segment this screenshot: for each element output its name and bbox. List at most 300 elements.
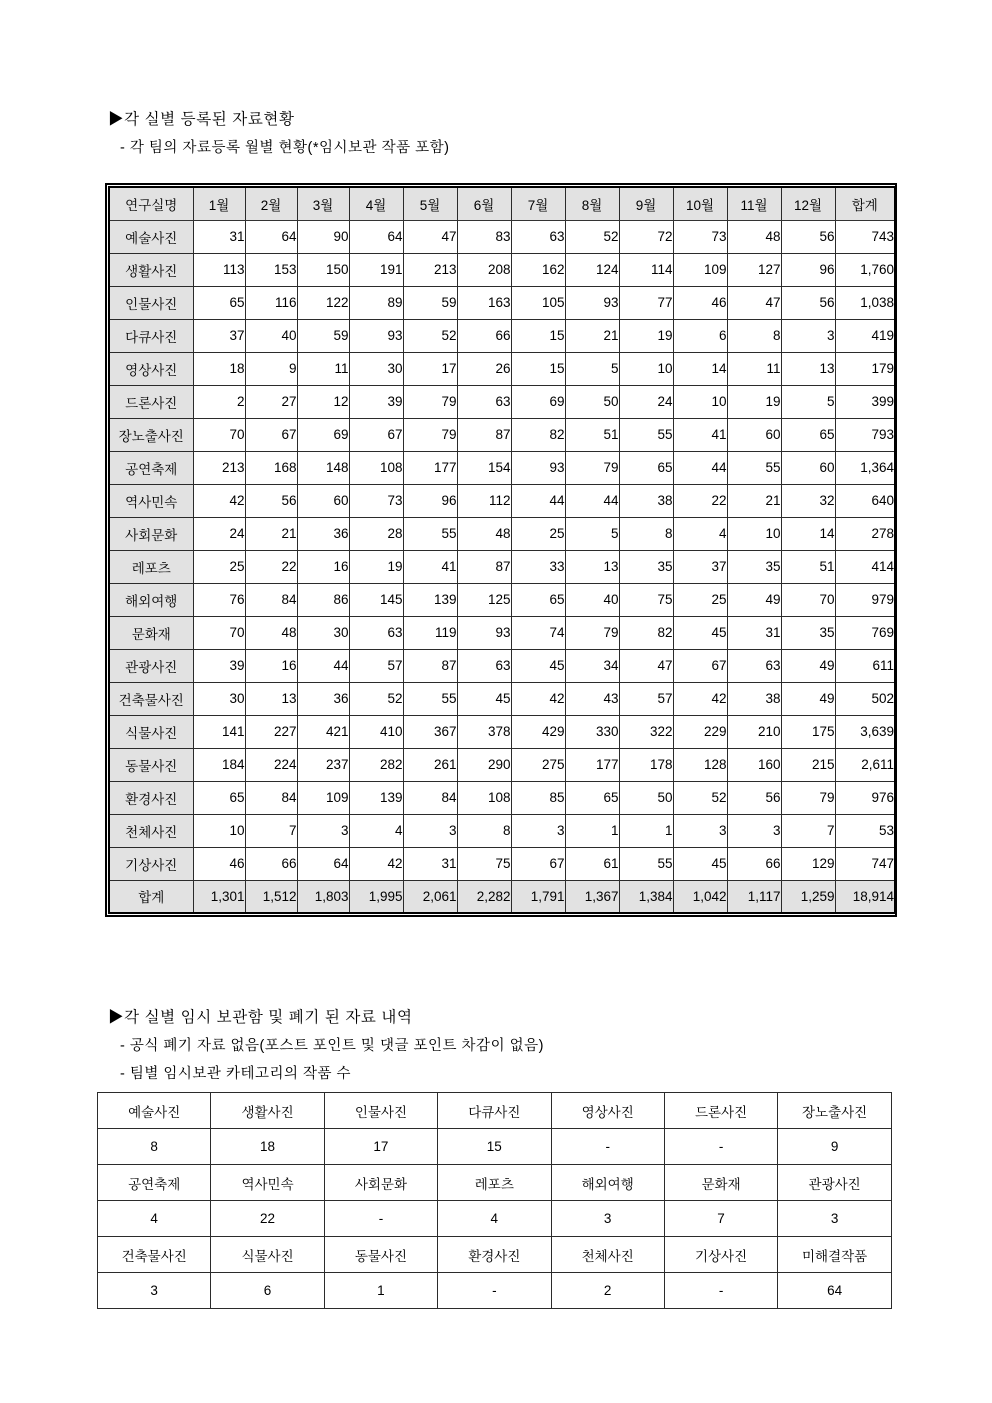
cell: 34 (565, 649, 619, 682)
table-header (109, 187, 895, 220)
cell: 93 (349, 319, 403, 352)
cell: 56 (781, 220, 835, 253)
cell: 64 (349, 220, 403, 253)
cell: 116 (245, 286, 297, 319)
col-header-8: 8월 (565, 187, 619, 220)
cell: 429 (511, 715, 565, 748)
cell: 55 (619, 847, 673, 880)
cell: 3 (781, 319, 835, 352)
table-row (109, 616, 895, 649)
cell: 63 (457, 649, 511, 682)
cell: 18 (193, 352, 245, 385)
cell: 84 (245, 583, 297, 616)
cell: 275 (511, 748, 565, 781)
cell: 11 (727, 352, 781, 385)
cell: 24 (619, 385, 673, 418)
cell: 28 (349, 517, 403, 550)
cell: 3 (297, 814, 349, 847)
cell: 5 (781, 385, 835, 418)
temp-team-value: 17 (324, 1129, 437, 1165)
cell: 79 (403, 418, 457, 451)
temp-team-name: 레포츠 (438, 1165, 551, 1201)
cell: 79 (781, 781, 835, 814)
cell: 70 (781, 583, 835, 616)
col-header-13: 합계 (835, 187, 895, 220)
section2-subline1-wrap (0, 1035, 544, 1058)
col-header-3: 3월 (297, 187, 349, 220)
table-row (109, 352, 895, 385)
col-header-11: 11월 (727, 187, 781, 220)
cell-total: 979 (835, 583, 895, 616)
cell: 35 (727, 550, 781, 583)
temp-value-row (98, 1129, 892, 1165)
cell: 85 (511, 781, 565, 814)
cell: 11 (297, 352, 349, 385)
cell: 191 (349, 253, 403, 286)
cell: 19 (727, 385, 781, 418)
cell: 139 (403, 583, 457, 616)
cell: 75 (619, 583, 673, 616)
temp-name-row (98, 1165, 892, 1201)
temp-unresolved-value: 64 (778, 1273, 892, 1309)
cell: 96 (781, 253, 835, 286)
cell: 66 (727, 847, 781, 880)
temp-team-value: 3 (551, 1201, 664, 1237)
cell: 19 (619, 319, 673, 352)
cell: 93 (511, 451, 565, 484)
cell: 79 (403, 385, 457, 418)
cell: 14 (781, 517, 835, 550)
row-label: 장노출사진 (109, 418, 193, 451)
cell: 82 (619, 616, 673, 649)
cell: 60 (727, 418, 781, 451)
cell: 162 (511, 253, 565, 286)
cell: 22 (673, 484, 727, 517)
temp-team-name: 역사민속 (211, 1165, 324, 1201)
cell: 65 (193, 781, 245, 814)
cell: 108 (457, 781, 511, 814)
cell: 51 (781, 550, 835, 583)
temp-team-name: 식물사진 (211, 1237, 324, 1273)
cell: 56 (781, 286, 835, 319)
col-header-9: 9월 (619, 187, 673, 220)
cell: 67 (245, 418, 297, 451)
cell: 213 (193, 451, 245, 484)
cell: 74 (511, 616, 565, 649)
cell: 87 (403, 649, 457, 682)
temp-team-name: 기상사진 (664, 1237, 777, 1273)
section2-heading: ▶각 실별 임시 보관함 및 폐기 된 자료 내역 (108, 1009, 413, 1026)
col-header-2: 2월 (245, 187, 297, 220)
monthly-registration-table-wrap (108, 186, 894, 914)
cell: 52 (349, 682, 403, 715)
cell: 229 (673, 715, 727, 748)
cell-total: 1,760 (835, 253, 895, 286)
cell: 125 (457, 583, 511, 616)
total-cell: 1,803 (297, 880, 349, 913)
temp-name-row (98, 1237, 892, 1273)
table-body (109, 220, 895, 913)
cell: 79 (565, 616, 619, 649)
cell: 213 (403, 253, 457, 286)
cell: 261 (403, 748, 457, 781)
temp-storage-table (97, 1092, 892, 1309)
cell: 55 (619, 418, 673, 451)
cell: 44 (297, 649, 349, 682)
cell: 30 (297, 616, 349, 649)
temp-team-name: 예술사진 (98, 1093, 211, 1129)
table-row (109, 253, 895, 286)
temp-team-value: - (438, 1273, 551, 1309)
cell: 7 (781, 814, 835, 847)
cell: 57 (349, 649, 403, 682)
cell: 40 (245, 319, 297, 352)
cell: 13 (565, 550, 619, 583)
cell: 154 (457, 451, 511, 484)
cell: 124 (565, 253, 619, 286)
temp-team-value: 4 (438, 1201, 551, 1237)
cell: 10 (727, 517, 781, 550)
row-label: 식물사진 (109, 715, 193, 748)
temp-team-name: 환경사진 (438, 1237, 551, 1273)
temp-team-value: 6 (211, 1273, 324, 1309)
cell: 108 (349, 451, 403, 484)
cell: 38 (619, 484, 673, 517)
total-cell: 1,042 (673, 880, 727, 913)
temp-team-name: 관광사진 (778, 1165, 892, 1201)
table-row (109, 583, 895, 616)
cell: 177 (565, 748, 619, 781)
cell: 17 (403, 352, 457, 385)
table-row (109, 814, 895, 847)
cell: 67 (511, 847, 565, 880)
cell: 27 (245, 385, 297, 418)
cell: 37 (673, 550, 727, 583)
cell: 67 (349, 418, 403, 451)
cell: 63 (727, 649, 781, 682)
total-cell: 1,791 (511, 880, 565, 913)
cell: 224 (245, 748, 297, 781)
cell: 76 (193, 583, 245, 616)
cell: 30 (349, 352, 403, 385)
cell: 177 (403, 451, 457, 484)
cell: 56 (245, 484, 297, 517)
cell: 77 (619, 286, 673, 319)
temp-team-name: 해외여행 (551, 1165, 664, 1201)
col-header-4: 4월 (349, 187, 403, 220)
cell: 3 (511, 814, 565, 847)
cell: 5 (565, 352, 619, 385)
cell: 31 (403, 847, 457, 880)
cell: 65 (781, 418, 835, 451)
cell: 112 (457, 484, 511, 517)
cell: 16 (245, 649, 297, 682)
table-row (109, 649, 895, 682)
row-label: 인물사진 (109, 286, 193, 319)
section1-heading: ▶각 실별 등록된 자료현황 (108, 111, 295, 128)
cell: 210 (727, 715, 781, 748)
cell: 65 (565, 781, 619, 814)
cell: 93 (457, 616, 511, 649)
temp-team-name: 인물사진 (324, 1093, 437, 1129)
cell: 237 (297, 748, 349, 781)
cell: 33 (511, 550, 565, 583)
cell: 93 (565, 286, 619, 319)
cell: 322 (619, 715, 673, 748)
cell-total: 3,639 (835, 715, 895, 748)
cell: 113 (193, 253, 245, 286)
cell: 10 (619, 352, 673, 385)
cell: 46 (673, 286, 727, 319)
cell: 10 (673, 385, 727, 418)
cell-total: 53 (835, 814, 895, 847)
cell: 163 (457, 286, 511, 319)
cell: 73 (673, 220, 727, 253)
cell: 129 (781, 847, 835, 880)
cell: 3 (403, 814, 457, 847)
cell: 31 (727, 616, 781, 649)
temp-team-value: - (664, 1129, 777, 1165)
table-row (109, 451, 895, 484)
cell: 7 (245, 814, 297, 847)
cell: 47 (727, 286, 781, 319)
col-header-5: 5월 (403, 187, 457, 220)
temp-team-name: 문화재 (664, 1165, 777, 1201)
cell: 44 (511, 484, 565, 517)
cell: 67 (673, 649, 727, 682)
cell: 13 (781, 352, 835, 385)
cell: 127 (727, 253, 781, 286)
total-cell: 1,259 (781, 880, 835, 913)
cell: 3 (727, 814, 781, 847)
cell: 42 (193, 484, 245, 517)
row-label: 기상사진 (109, 847, 193, 880)
cell: 70 (193, 616, 245, 649)
row-label: 문화재 (109, 616, 193, 649)
temp-team-name: 생활사진 (211, 1093, 324, 1129)
cell: 8 (457, 814, 511, 847)
table-row (109, 682, 895, 715)
cell: 15 (511, 319, 565, 352)
cell: 89 (349, 286, 403, 319)
table-row (109, 286, 895, 319)
table-row (109, 418, 895, 451)
cell: 49 (727, 583, 781, 616)
row-label: 공연축제 (109, 451, 193, 484)
cell: 1 (619, 814, 673, 847)
cell: 56 (727, 781, 781, 814)
cell-total: 976 (835, 781, 895, 814)
cell: 63 (511, 220, 565, 253)
cell: 4 (349, 814, 403, 847)
cell: 41 (403, 550, 457, 583)
section2-subline2: - 팀별 임시보관 카테고리의 작품 수 (120, 1066, 352, 1082)
table-row (109, 715, 895, 748)
cell: 48 (457, 517, 511, 550)
cell: 160 (727, 748, 781, 781)
table-row (109, 517, 895, 550)
section2-subline2-wrap (0, 1063, 351, 1086)
col-header-12: 12월 (781, 187, 835, 220)
cell-total: 743 (835, 220, 895, 253)
cell: 36 (297, 682, 349, 715)
cell: 8 (727, 319, 781, 352)
cell: 66 (457, 319, 511, 352)
cell: 84 (403, 781, 457, 814)
monthly-registration-table (108, 186, 896, 914)
cell: 84 (245, 781, 297, 814)
cell: 3 (673, 814, 727, 847)
cell: 72 (619, 220, 673, 253)
cell: 37 (193, 319, 245, 352)
cell: 69 (511, 385, 565, 418)
cell: 35 (619, 550, 673, 583)
cell: 168 (245, 451, 297, 484)
row-label: 해외여행 (109, 583, 193, 616)
temp-team-value: 8 (98, 1129, 211, 1165)
row-label: 사회문화 (109, 517, 193, 550)
cell-total: 611 (835, 649, 895, 682)
cell: 227 (245, 715, 297, 748)
cell: 145 (349, 583, 403, 616)
total-cell: 1,384 (619, 880, 673, 913)
cell: 96 (403, 484, 457, 517)
row-label: 건축물사진 (109, 682, 193, 715)
cell: 82 (511, 418, 565, 451)
col-header-6: 6월 (457, 187, 511, 220)
cell-total: 747 (835, 847, 895, 880)
row-label: 드론사진 (109, 385, 193, 418)
cell: 61 (565, 847, 619, 880)
cell: 87 (457, 550, 511, 583)
cell: 184 (193, 748, 245, 781)
cell: 330 (565, 715, 619, 748)
total-cell: 1,117 (727, 880, 781, 913)
cell: 63 (349, 616, 403, 649)
cell-total: 1,364 (835, 451, 895, 484)
cell: 21 (727, 484, 781, 517)
temp-value-row (98, 1201, 892, 1237)
cell: 21 (565, 319, 619, 352)
row-label: 환경사진 (109, 781, 193, 814)
cell: 60 (781, 451, 835, 484)
cell: 55 (727, 451, 781, 484)
cell: 139 (349, 781, 403, 814)
cell: 75 (457, 847, 511, 880)
cell: 16 (297, 550, 349, 583)
cell: 24 (193, 517, 245, 550)
cell-total: 419 (835, 319, 895, 352)
total-cell: 1,995 (349, 880, 403, 913)
cell: 215 (781, 748, 835, 781)
temp-team-name: 영상사진 (551, 1093, 664, 1129)
cell: 46 (193, 847, 245, 880)
temp-storage-table-wrap (97, 1092, 892, 1309)
cell: 175 (781, 715, 835, 748)
cell: 109 (297, 781, 349, 814)
table-total-row (109, 880, 895, 913)
cell: 50 (565, 385, 619, 418)
cell: 65 (511, 583, 565, 616)
cell: 45 (457, 682, 511, 715)
cell: 114 (619, 253, 673, 286)
cell: 378 (457, 715, 511, 748)
cell: 153 (245, 253, 297, 286)
cell: 41 (673, 418, 727, 451)
temp-team-name: 다큐사진 (438, 1093, 551, 1129)
cell: 52 (673, 781, 727, 814)
cell: 13 (245, 682, 297, 715)
total-cell: 2,282 (457, 880, 511, 913)
cell: 42 (511, 682, 565, 715)
total-cell: 1,512 (245, 880, 297, 913)
cell: 25 (511, 517, 565, 550)
cell: 87 (457, 418, 511, 451)
cell: 60 (297, 484, 349, 517)
cell: 45 (511, 649, 565, 682)
cell: 49 (781, 682, 835, 715)
cell: 119 (403, 616, 457, 649)
table-row (109, 484, 895, 517)
cell: 22 (245, 550, 297, 583)
cell: 83 (457, 220, 511, 253)
cell: 122 (297, 286, 349, 319)
cell: 52 (565, 220, 619, 253)
cell: 30 (193, 682, 245, 715)
section2-subline1: - 공식 폐기 자료 없음(포스트 포인트 및 댓글 포인트 차감이 없음) (120, 1038, 544, 1054)
temp-team-name: 천체사진 (551, 1237, 664, 1273)
cell: 73 (349, 484, 403, 517)
temp-team-value: 3 (98, 1273, 211, 1309)
cell: 25 (673, 583, 727, 616)
cell: 208 (457, 253, 511, 286)
table-row (109, 781, 895, 814)
cell: 51 (565, 418, 619, 451)
temp-team-value: 22 (211, 1201, 324, 1237)
cell: 64 (245, 220, 297, 253)
total-cell: 2,061 (403, 880, 457, 913)
row-label: 예술사진 (109, 220, 193, 253)
row-label: 레포츠 (109, 550, 193, 583)
table-row (109, 550, 895, 583)
temp-value-row (98, 1273, 892, 1309)
cell: 43 (565, 682, 619, 715)
cell: 65 (619, 451, 673, 484)
cell: 70 (193, 418, 245, 451)
cell: 42 (673, 682, 727, 715)
total-cell: 1,367 (565, 880, 619, 913)
cell-total: 1,038 (835, 286, 895, 319)
cell: 148 (297, 451, 349, 484)
temp-table-body (98, 1093, 892, 1309)
cell: 52 (403, 319, 457, 352)
temp-team-value: - (551, 1129, 664, 1165)
col-header-0: 연구실명 (109, 187, 193, 220)
cell: 8 (619, 517, 673, 550)
cell: 45 (673, 616, 727, 649)
section1-heading-wrap (0, 108, 295, 131)
temp-team-value: 1 (324, 1273, 437, 1309)
cell-total: 2,611 (835, 748, 895, 781)
temp-name-row (98, 1093, 892, 1129)
cell: 10 (193, 814, 245, 847)
col-header-10: 10월 (673, 187, 727, 220)
temp-team-value: 9 (778, 1129, 892, 1165)
cell: 19 (349, 550, 403, 583)
cell: 31 (193, 220, 245, 253)
cell: 105 (511, 286, 565, 319)
temp-team-value: 3 (778, 1201, 892, 1237)
